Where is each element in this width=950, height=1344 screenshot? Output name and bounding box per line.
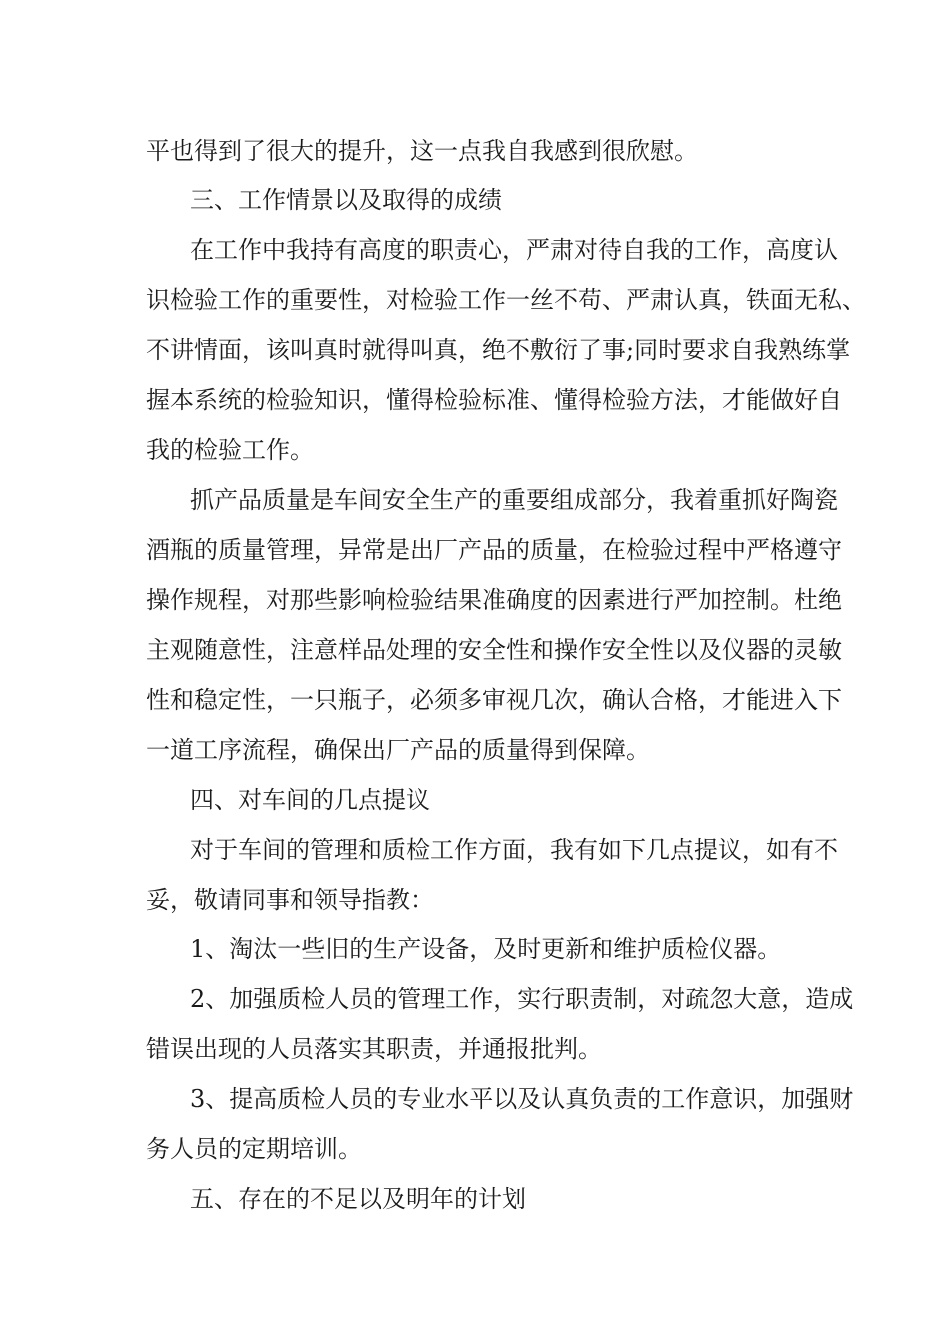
paragraph-line: 性和稳定性，一只瓶子，必须多审视几次，确认合格，才能进入下 bbox=[146, 686, 842, 714]
paragraph-line: 我的检验工作。 bbox=[146, 436, 314, 464]
paragraph-line: 平也得到了很大的提升，这一点我自我感到很欣慰。 bbox=[146, 137, 698, 165]
paragraph-line: 务人员的定期培训。 bbox=[146, 1135, 362, 1163]
paragraph-line: 识检验工作的重要性，对检验工作一丝不苟、严肃认真，铁面无私、 bbox=[146, 286, 866, 314]
paragraph-line: 妥，敬请同事和领导指教： bbox=[146, 886, 434, 914]
list-item: 2、加强质检人员的管理工作，实行职责制，对疏忽大意，造成 bbox=[190, 985, 854, 1013]
paragraph-line: 一道工序流程，确保出厂产品的质量得到保障。 bbox=[146, 736, 650, 764]
paragraph-line: 不讲情面，该叫真时就得叫真，绝不敷衍了事;同时要求自我熟练掌 bbox=[146, 336, 851, 364]
paragraph-line: 主观随意性，注意样品处理的安全性和操作安全性以及仪器的灵敏 bbox=[146, 636, 842, 664]
paragraph-line: 握本系统的检验知识，懂得检验标准、懂得检验方法，才能做好自 bbox=[146, 386, 842, 414]
section-heading: 四、对车间的几点提议 bbox=[190, 786, 430, 814]
paragraph-line: 抓产品质量是车间安全生产的重要组成部分，我着重抓好陶瓷 bbox=[190, 486, 838, 514]
paragraph-line: 操作规程，对那些影响检验结果准确度的因素进行严加控制。杜绝 bbox=[146, 586, 842, 614]
paragraph-line: 错误出现的人员落实其职责，并通报批判。 bbox=[146, 1035, 602, 1063]
section-heading: 三、工作情景以及取得的成绩 bbox=[190, 186, 502, 214]
paragraph-line: 对于车间的管理和质检工作方面，我有如下几点提议，如有不 bbox=[190, 836, 838, 864]
paragraph-line: 酒瓶的质量管理，异常是出厂产品的质量，在检验过程中严格遵守 bbox=[146, 536, 842, 564]
list-item: 1、淘汰一些旧的生产设备，及时更新和维护质检仪器。 bbox=[190, 935, 782, 963]
section-heading: 五、存在的不足以及明年的计划 bbox=[190, 1185, 526, 1213]
list-item: 3、提高质检人员的专业水平以及认真负责的工作意识，加强财 bbox=[190, 1085, 854, 1113]
paragraph-line: 在工作中我持有高度的职责心，严肃对待自我的工作，高度认 bbox=[190, 236, 838, 264]
